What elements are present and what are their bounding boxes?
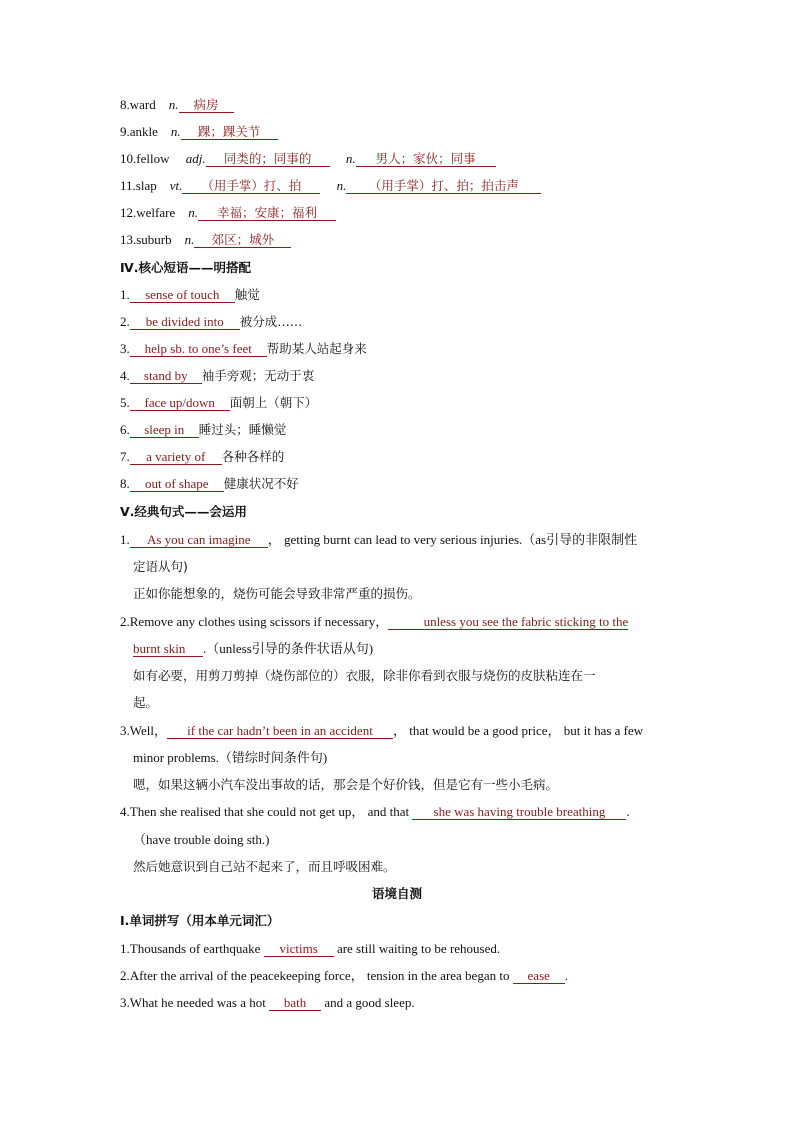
vocab-answer: 同类的；同事的	[206, 151, 330, 167]
phrase-answer: sleep in	[130, 422, 199, 438]
sentence-translation: 正如你能想象的，烧伤可能会导致非常严重的损伤。	[133, 586, 421, 601]
sentence-note: 定语从句)	[133, 559, 188, 574]
vocab-item-slap	[120, 177, 541, 195]
sentence-answer: she was having trouble breathing	[412, 804, 626, 820]
sentence-answer: burnt skin	[133, 641, 203, 657]
phrase-answer: help sb. to one’s feet	[130, 341, 267, 357]
sentence-item-2: 2.Remove any clothes using scissors if necessary， unless you see the fabric sticking to the	[120, 614, 629, 629]
phrase-item: 1. sense of touch 触觉	[120, 287, 260, 302]
sentence-translation: 如有必要，用剪刀剪掉（烧伤部位的）衣服，除非你看到衣服与烧伤的皮肤粘连在一	[133, 668, 596, 683]
sentence-translation: 起。	[133, 695, 159, 710]
vocab-pos: n.	[168, 97, 179, 112]
phrase-meaning: 健康状况不好	[223, 476, 299, 491]
vocab-pos: n.	[188, 205, 198, 220]
vocab-word: 9.ankle	[120, 124, 158, 139]
phrase-answer: out of shape	[130, 476, 224, 492]
vocab-word: 12.welfare	[120, 205, 176, 220]
vocab-answer: 病房	[179, 97, 234, 113]
vocab-pos: adj.	[185, 151, 206, 166]
self-test-subtitle: Ⅰ.单词拼写（用本单元词汇）	[120, 913, 280, 928]
phrase-item: 3. help sb. to one’s feet 帮助某人站起身来	[120, 341, 367, 356]
self-test-item: 2.After the arrival of the peacekeeping force， tension in the area began to ease .	[120, 968, 568, 983]
sentence-item-1: 1. As you can imagine ， getting burnt can lead to very serious injuries.（as引导的非限制性	[120, 532, 638, 547]
vocab-word: 8.ward	[120, 97, 156, 112]
sentence-translation: 嗯，如果这辆小汽车没出事故的话，那会是个好价钱，但是它有一些小毛病。	[133, 777, 559, 792]
phrase-answer: face up/down	[130, 395, 230, 411]
phrase-item: 6. sleep in 睡过头；睡懒觉	[120, 422, 287, 437]
phrase-meaning: 被分成……	[239, 314, 303, 329]
vocab-answer: 幸福；安康；福利	[198, 205, 336, 221]
sentence-answer: if the car hadn’t been in an accident	[167, 723, 393, 739]
vocab-answer: 郊区；城外	[194, 232, 291, 248]
phrase-answer: a variety of	[130, 449, 222, 465]
vocab-item-ankle	[120, 123, 278, 141]
vocab-pos: n.	[170, 124, 181, 139]
phrase-meaning: 帮助某人站起身来	[266, 341, 367, 356]
vocab-item-suburb	[120, 231, 291, 249]
vocab-pos: vt.	[169, 178, 183, 193]
vocab-item-welfare	[120, 204, 336, 222]
vocab-word: 10.fellow	[120, 151, 170, 166]
sentence-note: （have trouble doing sth.)	[133, 832, 270, 847]
vocab-answer: （用手掌）打、拍	[182, 178, 320, 194]
phrase-meaning: 触觉	[234, 287, 260, 302]
sentence-item-4: 4.Then she realised that she could not get up， and that she was having trouble breathing .	[120, 804, 630, 819]
vocab-answer: （用手掌）打、拍；拍击声	[346, 178, 541, 194]
section-heading-phrases: Ⅳ.核心短语——明搭配	[120, 260, 251, 275]
phrase-answer: sense of touch	[130, 287, 235, 303]
phrase-answer: stand by	[130, 368, 202, 384]
phrase-answer: be divided into	[130, 314, 240, 330]
vocab-item-fellow	[120, 150, 496, 168]
self-test-answer: ease	[513, 968, 565, 984]
vocab-pos: n.	[336, 178, 347, 193]
phrase-item: 8. out of shape 健康状况不好	[120, 476, 299, 491]
phrase-item: 2. be divided into 被分成……	[120, 314, 303, 329]
sentence-note: minor problems.（错综时间条件句)	[133, 750, 328, 765]
vocab-word: 11.slap	[120, 178, 157, 193]
self-test-title: 语境自测	[371, 886, 422, 901]
phrase-meaning: 各种各样的	[221, 449, 285, 464]
self-test-item: 3.What he needed was a hot bath and a good sleep.	[120, 995, 415, 1010]
vocab-word: 13.suburb	[120, 232, 172, 247]
vocab-pos: n.	[184, 232, 195, 247]
vocab-item-ward	[120, 96, 234, 114]
vocab-pos: n.	[345, 151, 356, 166]
phrase-item: 5. face up/down 面朝上（朝下）	[120, 395, 318, 410]
sentence-answer: unless you see the fabric sticking to the	[388, 614, 628, 630]
phrase-item: 4. stand by 袖手旁观；无动于衷	[120, 368, 315, 383]
self-test-answer: bath	[269, 995, 321, 1011]
phrase-meaning: 睡过头；睡懒觉	[198, 422, 287, 437]
sentence-item-3: 3.Well， if the car hadn’t been in an accident ， that would be a good price， but it has a few	[120, 723, 644, 738]
self-test-answer: victims	[264, 941, 334, 957]
section-heading-sentences: Ⅴ.经典句式——会运用	[120, 504, 247, 519]
phrase-item: 7. a variety of 各种各样的	[120, 449, 285, 464]
sentence-item-2-cont: burnt skin .（unless引导的条件状语从句)	[133, 641, 374, 656]
vocab-answer: 男人；家伙；同事	[356, 151, 496, 167]
self-test-item: 1.Thousands of earthquake victims are still waiting to be rehoused.	[120, 941, 501, 956]
vocab-answer: 踝；踝关节	[181, 124, 278, 140]
sentence-answer: As you can imagine	[130, 532, 268, 548]
sentence-translation: 然后她意识到自己站不起来了，而且呼吸困难。	[133, 859, 396, 874]
phrase-meaning: 袖手旁观；无动于衷	[201, 368, 315, 383]
phrase-meaning: 面朝上（朝下）	[229, 395, 318, 410]
